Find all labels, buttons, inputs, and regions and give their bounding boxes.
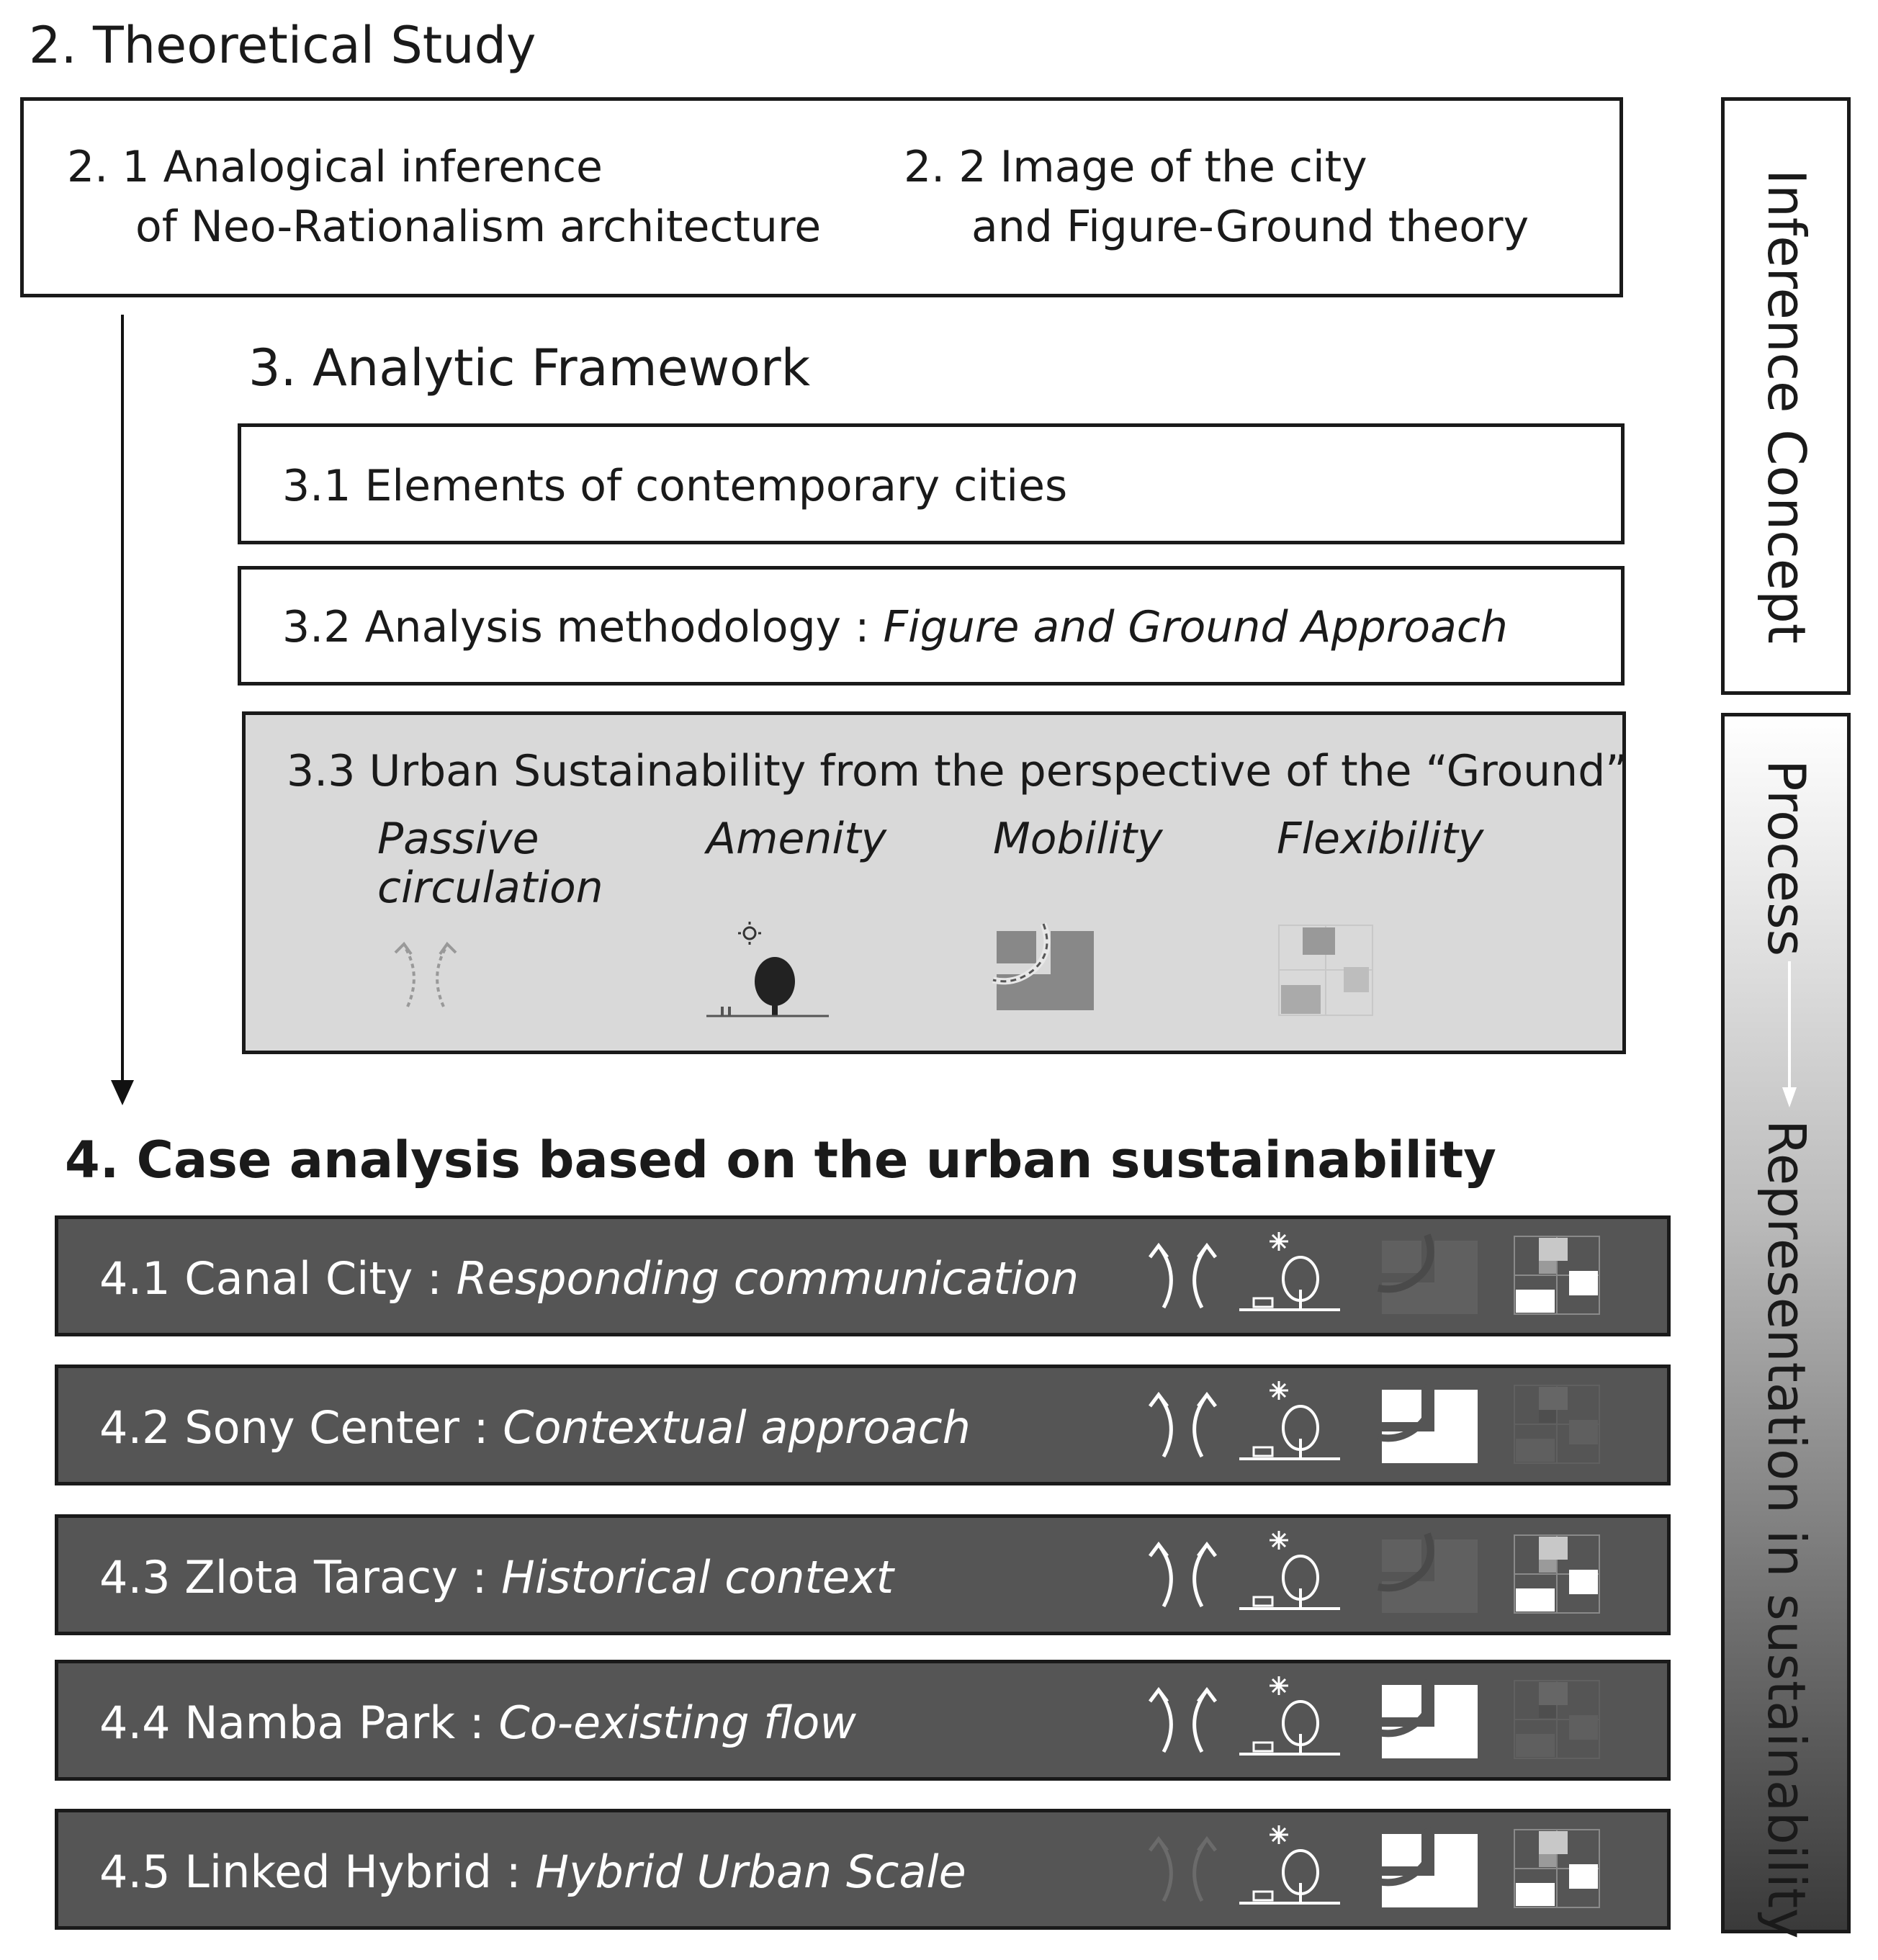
mobility-icon bbox=[1378, 1235, 1483, 1318]
circulation-icon bbox=[1138, 1386, 1228, 1465]
circulation-icon bbox=[1138, 1681, 1228, 1761]
case-name: 4.3 Zlota Taracy : bbox=[99, 1551, 502, 1604]
amenity-icon bbox=[1239, 1232, 1344, 1315]
item-3-3-title: 3.3 Urban Sustainability from the perspective of the “Ground” bbox=[287, 746, 1628, 796]
item-3-2-prefix: 3.2 Analysis methodology : bbox=[282, 602, 884, 652]
circulation-icon bbox=[1138, 1237, 1228, 1316]
case-bar bbox=[55, 1514, 1671, 1635]
amenity-icon bbox=[1239, 1531, 1344, 1614]
item-2-2-line2: and Figure-Ground theory bbox=[971, 202, 1529, 252]
case-bar bbox=[55, 1660, 1671, 1781]
flexibility-icon bbox=[1513, 1534, 1603, 1617]
amenity-icon bbox=[1239, 1825, 1344, 1908]
case-bar bbox=[55, 1365, 1671, 1485]
item-2-1-line2: of Neo-Rationalism architecture bbox=[135, 202, 822, 252]
process-arrow-icon bbox=[1782, 961, 1797, 1109]
amenity-icon bbox=[1239, 1381, 1344, 1464]
framework-item-3-1 bbox=[238, 423, 1625, 544]
flexibility-icon bbox=[1513, 1384, 1603, 1467]
representation-label: Representation in sustainability bbox=[1756, 1120, 1817, 1939]
framework-item-3-2 bbox=[238, 566, 1625, 685]
mobility-icon bbox=[1378, 1828, 1483, 1911]
section-3-title: 3. Analytic Framework bbox=[248, 338, 811, 397]
case-description: Responding communication bbox=[456, 1252, 1079, 1305]
case-description: Contextual approach bbox=[503, 1401, 971, 1454]
flexibility-icon bbox=[1513, 1679, 1603, 1762]
case-description: Historical context bbox=[501, 1551, 894, 1604]
case-name: 4.1 Canal City : bbox=[99, 1252, 457, 1305]
case-name: 4.5 Linked Hybrid : bbox=[99, 1846, 536, 1898]
section-2-title: 2. Theoretical Study bbox=[29, 16, 536, 75]
process-box bbox=[1721, 713, 1851, 1939]
case-bar bbox=[55, 1215, 1671, 1336]
case-description: Hybrid Urban Scale bbox=[535, 1846, 966, 1898]
case-description: Co-existing flow bbox=[498, 1696, 856, 1749]
circulation-icon bbox=[1138, 1830, 1228, 1910]
criterion-mobility: Mobility bbox=[993, 814, 1163, 864]
mobility-icon bbox=[1378, 1679, 1483, 1762]
mobility-icon bbox=[993, 924, 1101, 1017]
criterion-passive-line2: circulation bbox=[377, 863, 603, 913]
inference-concept-box bbox=[1721, 97, 1851, 695]
criterion-passive-line1: Passive bbox=[377, 814, 539, 864]
amenity-icon bbox=[1239, 1676, 1344, 1759]
flexibility-grid-icon bbox=[1277, 924, 1378, 1017]
criterion-flexibility: Flexibility bbox=[1277, 814, 1484, 864]
item-3-2-emphasis: Figure and Ground Approach bbox=[883, 602, 1508, 652]
process-label: Process bbox=[1756, 760, 1817, 957]
passive-circulation-icon bbox=[382, 931, 469, 1010]
inference-concept-label: Inference Concept bbox=[1756, 169, 1817, 644]
flexibility-icon bbox=[1513, 1235, 1603, 1318]
criterion-amenity: Amenity bbox=[706, 814, 887, 864]
case-bar bbox=[55, 1809, 1671, 1930]
item-2-1-line1: 2. 1 Analogical inference bbox=[67, 142, 603, 192]
amenity-tree-icon bbox=[706, 920, 829, 1021]
case-name: 4.4 Namba Park : bbox=[99, 1696, 499, 1749]
item-3-1-label: 3.1 Elements of contemporary cities bbox=[282, 461, 1068, 511]
section-4-title: 4. Case analysis based on the urban sustainability bbox=[65, 1130, 1496, 1190]
case-name: 4.2 Sony Center : bbox=[99, 1401, 503, 1454]
mobility-icon bbox=[1378, 1384, 1483, 1467]
item-2-2-line1: 2. 2 Image of the city bbox=[904, 142, 1367, 192]
flexibility-icon bbox=[1513, 1828, 1603, 1911]
circulation-icon bbox=[1138, 1536, 1228, 1615]
mobility-icon bbox=[1378, 1534, 1483, 1617]
framework-item-3-3 bbox=[242, 711, 1626, 1054]
